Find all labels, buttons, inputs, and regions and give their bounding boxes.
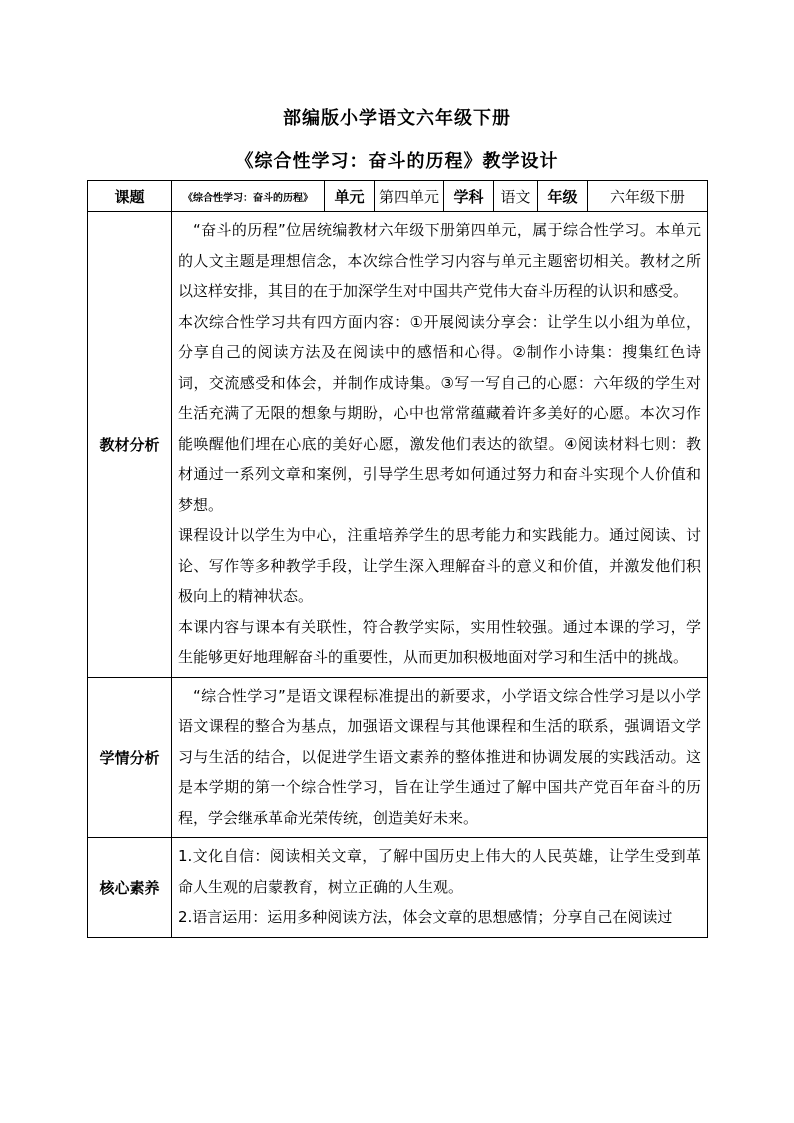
grade-value: 六年级下册	[588, 181, 708, 212]
table-row-textbook-analysis	[88, 212, 708, 678]
paragraph: 2.语言运用：运用多种阅读方法，体会文章的思想感情；分享自己在阅读过	[178, 908, 673, 926]
row-label: 教材分析	[88, 212, 172, 678]
paragraph: 1.文化自信：阅读相关文章，了解中国历史上伟大的人民英雄，让学生受到革命人生观的启蒙教育，树立正确的人生观。	[178, 847, 701, 896]
document-subtitle: 《综合性学习：奋斗的历程》教学设计	[235, 151, 559, 172]
paragraph: 课程设计以学生为中心，注重培养学生的思考能力和实践能力。通过阅读、讨论、写作等多种教学手段，让学生深入理解奋斗的意义和价值，并激发他们积极向上的精神状态。	[178, 526, 701, 605]
unit-value: 第四单元	[375, 181, 444, 212]
row-label: 学情分析	[88, 677, 172, 838]
unit-label: 单元	[325, 181, 375, 212]
row-content	[172, 212, 708, 678]
paragraph: “奋斗的历程”位居统编教材六年级下册第四单元，属于综合性学习。本单元的人文主题是理想信念，本次综合性学习内容与单元主题密切相关。教材之所以这样安排，其目的在于加深学生对中国共产党伟大奋斗历程的认识和感受。	[178, 221, 701, 300]
document-title: 部编版小学语文六年级下册	[283, 108, 511, 129]
table-row-core-literacy	[88, 838, 708, 938]
row-content	[172, 677, 708, 838]
lesson-plan-table	[87, 180, 708, 938]
subject-value: 语文	[494, 181, 538, 212]
row-label: 核心素养	[88, 838, 172, 938]
header-row	[88, 181, 708, 212]
paragraph: 本课内容与课本有关联性，符合教学实际，实用性较强。通过本课的学习，学生能够更好地理解奋斗的重要性，从而更加积极地面对学习和生活中的挑战。	[178, 617, 701, 666]
grade-label: 年级	[538, 181, 588, 212]
table-row-student-analysis	[88, 677, 708, 838]
subject-label: 学科	[444, 181, 494, 212]
topic-value: 《综合性学习：奋斗的历程》	[172, 181, 325, 212]
paragraph: “综合性学习”是语文课程标准提出的新要求，小学语文综合性学习是以小学语文课程的整合为基点，加强语文课程与其他课程和生活的联系，强调语文学习与生活的结合，以促进学生语文素养的整体推进和协调发展的实践活动。这是本学期的第一个综合性学习，旨在让学生通过了解中国共产党百年奋斗的历程，学会继承革命光荣传统，创造美好未来。	[178, 686, 701, 827]
row-content	[172, 838, 708, 938]
topic-label: 课题	[88, 181, 172, 212]
paragraph: 本次综合性学习共有四方面内容：①开展阅读分享会：让学生以小组为单位，分享自己的阅读方法及在阅读中的感悟和心得。②制作小诗集：搜集红色诗词，交流感受和体会，并制作成诗集。③写一写自己的心愿：六年级的学生对生活充满了无限的想象与期盼，心中也常常蕴藏着许多美好的心愿。本次习作能唤醒他们埋在心底的美好心愿，激发他们表达的欲望。④阅读材料七则：教材通过一系列文章和案例，引导学生思考如何通过努力和奋斗实现个人价值和梦想。	[178, 312, 701, 514]
